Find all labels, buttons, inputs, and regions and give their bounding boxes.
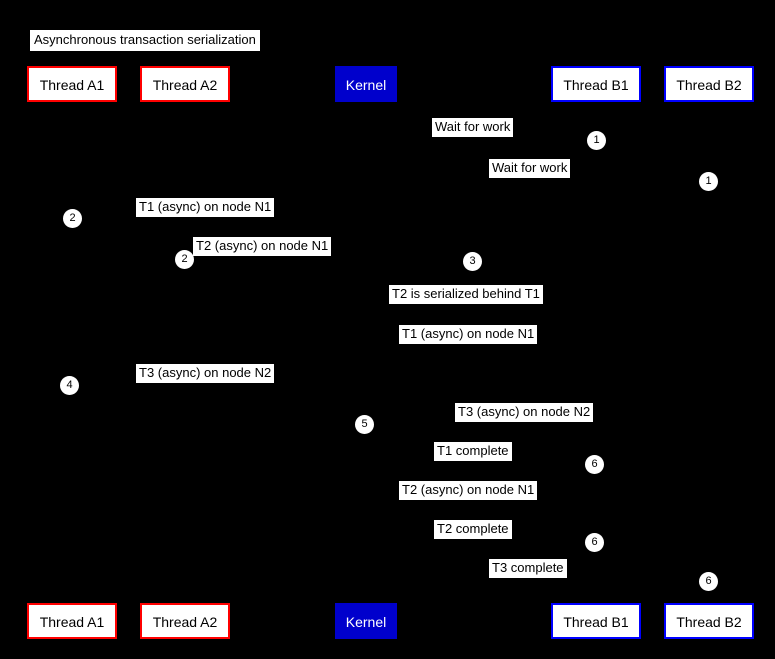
message-label: T1 (async) on node N1 <box>399 325 537 344</box>
actor-thread-a1-bottom: Thread A1 <box>27 603 117 639</box>
message-label: T1 complete <box>434 442 512 461</box>
actor-thread-b2-bottom: Thread B2 <box>664 603 754 639</box>
diagram-title: Asynchronous transaction serialization <box>29 29 261 52</box>
actor-thread-a1-top: Thread A1 <box>27 66 117 102</box>
message-label: T2 is serialized behind T1 <box>389 285 543 304</box>
message-label: T2 (async) on node N1 <box>193 237 331 256</box>
step-marker: 1 <box>699 172 718 191</box>
step-marker: 6 <box>699 572 718 591</box>
actor-thread-a2-top: Thread A2 <box>140 66 230 102</box>
message-label: Wait for work <box>432 118 513 137</box>
step-marker: 6 <box>585 455 604 474</box>
actor-thread-b2-top: Thread B2 <box>664 66 754 102</box>
message-label: T2 (async) on node N1 <box>399 481 537 500</box>
message-label: T1 (async) on node N1 <box>136 198 274 217</box>
step-marker: 2 <box>175 250 194 269</box>
step-marker: 4 <box>60 376 79 395</box>
step-marker: 5 <box>355 415 374 434</box>
message-label: Wait for work <box>489 159 570 178</box>
step-marker: 2 <box>63 209 82 228</box>
message-label: T3 (async) on node N2 <box>136 364 274 383</box>
step-marker: 6 <box>585 533 604 552</box>
step-marker: 1 <box>587 131 606 150</box>
message-label: T3 (async) on node N2 <box>455 403 593 422</box>
actor-thread-b1-bottom: Thread B1 <box>551 603 641 639</box>
message-label: T2 complete <box>434 520 512 539</box>
actor-kernel-bottom: Kernel <box>335 603 397 639</box>
message-label: T3 complete <box>489 559 567 578</box>
actor-thread-b1-top: Thread B1 <box>551 66 641 102</box>
actor-thread-a2-bottom: Thread A2 <box>140 603 230 639</box>
step-marker: 3 <box>463 252 482 271</box>
actor-kernel-top: Kernel <box>335 66 397 102</box>
